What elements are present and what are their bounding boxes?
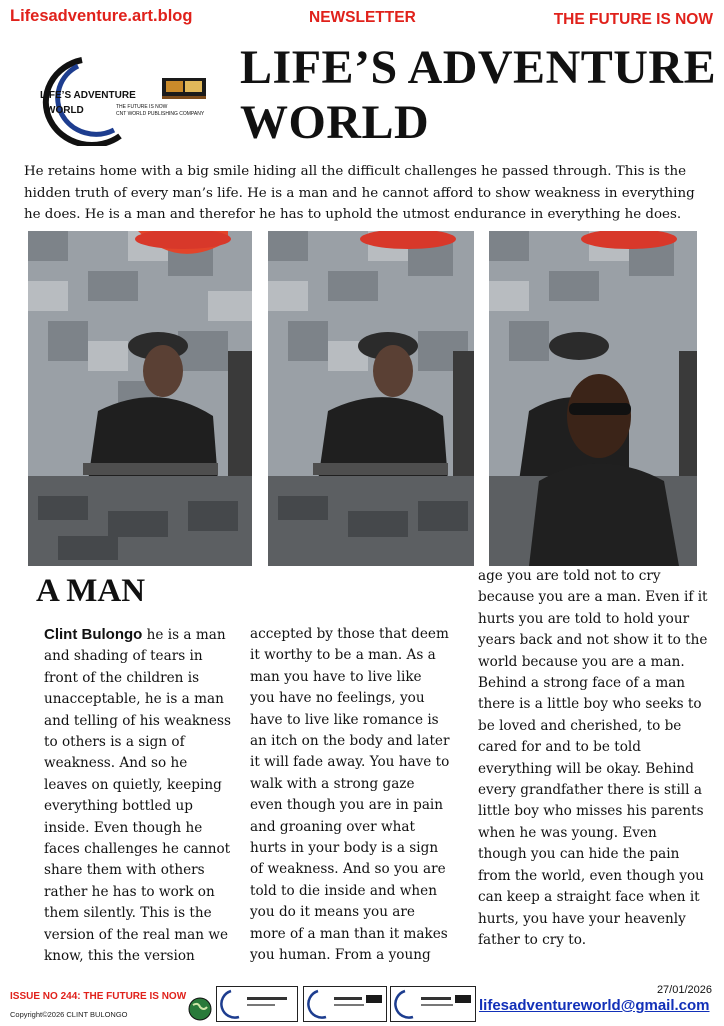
book-icon	[162, 78, 206, 99]
copyright: Copyright©2026 CLINT BULONGO	[10, 1010, 128, 1019]
logo-sub2: CNT WORLD PUBLISHING COMPANY	[116, 111, 205, 117]
brand-logo-foundation	[390, 986, 476, 1022]
issue-date: 27/01/2026	[656, 984, 712, 996]
article-column-2: accepted by those that deem it worthy to be a man. As a man you have to live like you have no feelings, you have to live like romance is an itch on the body and later it will fade away. You have to walk with a strong gaze even though you are in pain and groaning over what hurts in your body is a sign of weakness. And so you are told to die inside and when you do it means you are more of a man than it makes you human. From a young	[250, 626, 450, 964]
author-name: Clint Bulongo	[44, 626, 143, 643]
photo-man-2	[268, 231, 474, 566]
blog-link[interactable]: Lifesadventure.art.blog	[10, 7, 193, 25]
article-column-1	[44, 624, 234, 968]
logo-sub1: THE FUTURE IS NOW	[116, 104, 168, 110]
masthead-line1: LIFE’S ADVENTURE	[240, 41, 717, 94]
newsletter-label: NEWSLETTER	[309, 9, 416, 26]
tagline: THE FUTURE IS NOW	[553, 11, 713, 28]
contact-email-link[interactable]: lifesadventureworld@gmail.com	[479, 997, 710, 1014]
logo-name-line2: WORLD	[46, 105, 84, 116]
masthead-line2: WORLD	[240, 96, 430, 149]
publisher-logo	[20, 56, 216, 146]
logo-name-line1: LIFE’S ADVENTURE	[40, 90, 136, 101]
column-1-text: he is a man and shading of tears in front of the children is unacceptable, he is a man and telling of his weakness to others is a sign of weakness. And so he leaves on quietly, keeping everything bottled up inside. Even though he faces challenges he cannot share them with others rather he has to work on them silently. This is the version of the real man we know, this the version	[44, 627, 231, 965]
photo-man-with-author	[489, 231, 697, 566]
article-title: A MAN	[36, 573, 146, 609]
issue-label: ISSUE NO 244: THE FUTURE IS NOW	[10, 991, 187, 1002]
masthead-title	[240, 40, 716, 150]
brand-logo-stationery	[216, 986, 298, 1022]
article-column-3: age you are told not to cry because you are a man. Even if it hurts you are told to hold your years back and not show it to the world because you are a man. Behind a strong face of a man there is a little boy who seeks to be loved and cherished, to be cared for and to be told everything will be okay. Behind every grandfather there is still a little boy who misses his parents when he was young. Even though you can hide the pain from the world, even though you can keep a straight face when it hurts, you have your heavenly father to cry to.	[478, 568, 708, 948]
globe-icon	[188, 997, 212, 1021]
intro-paragraph: He retains home with a big smile hiding all the difficult challenges he passed through. This is the hidden truth of every man’s life. He is a man and he cannot afford to show weakness in everything he does. He is a man and therefor he has to uphold the utmost endurance in everything he does.	[24, 164, 695, 223]
brand-logo-world	[303, 986, 387, 1022]
logo-ring-icon	[20, 56, 216, 146]
photo-man-1	[28, 231, 252, 566]
